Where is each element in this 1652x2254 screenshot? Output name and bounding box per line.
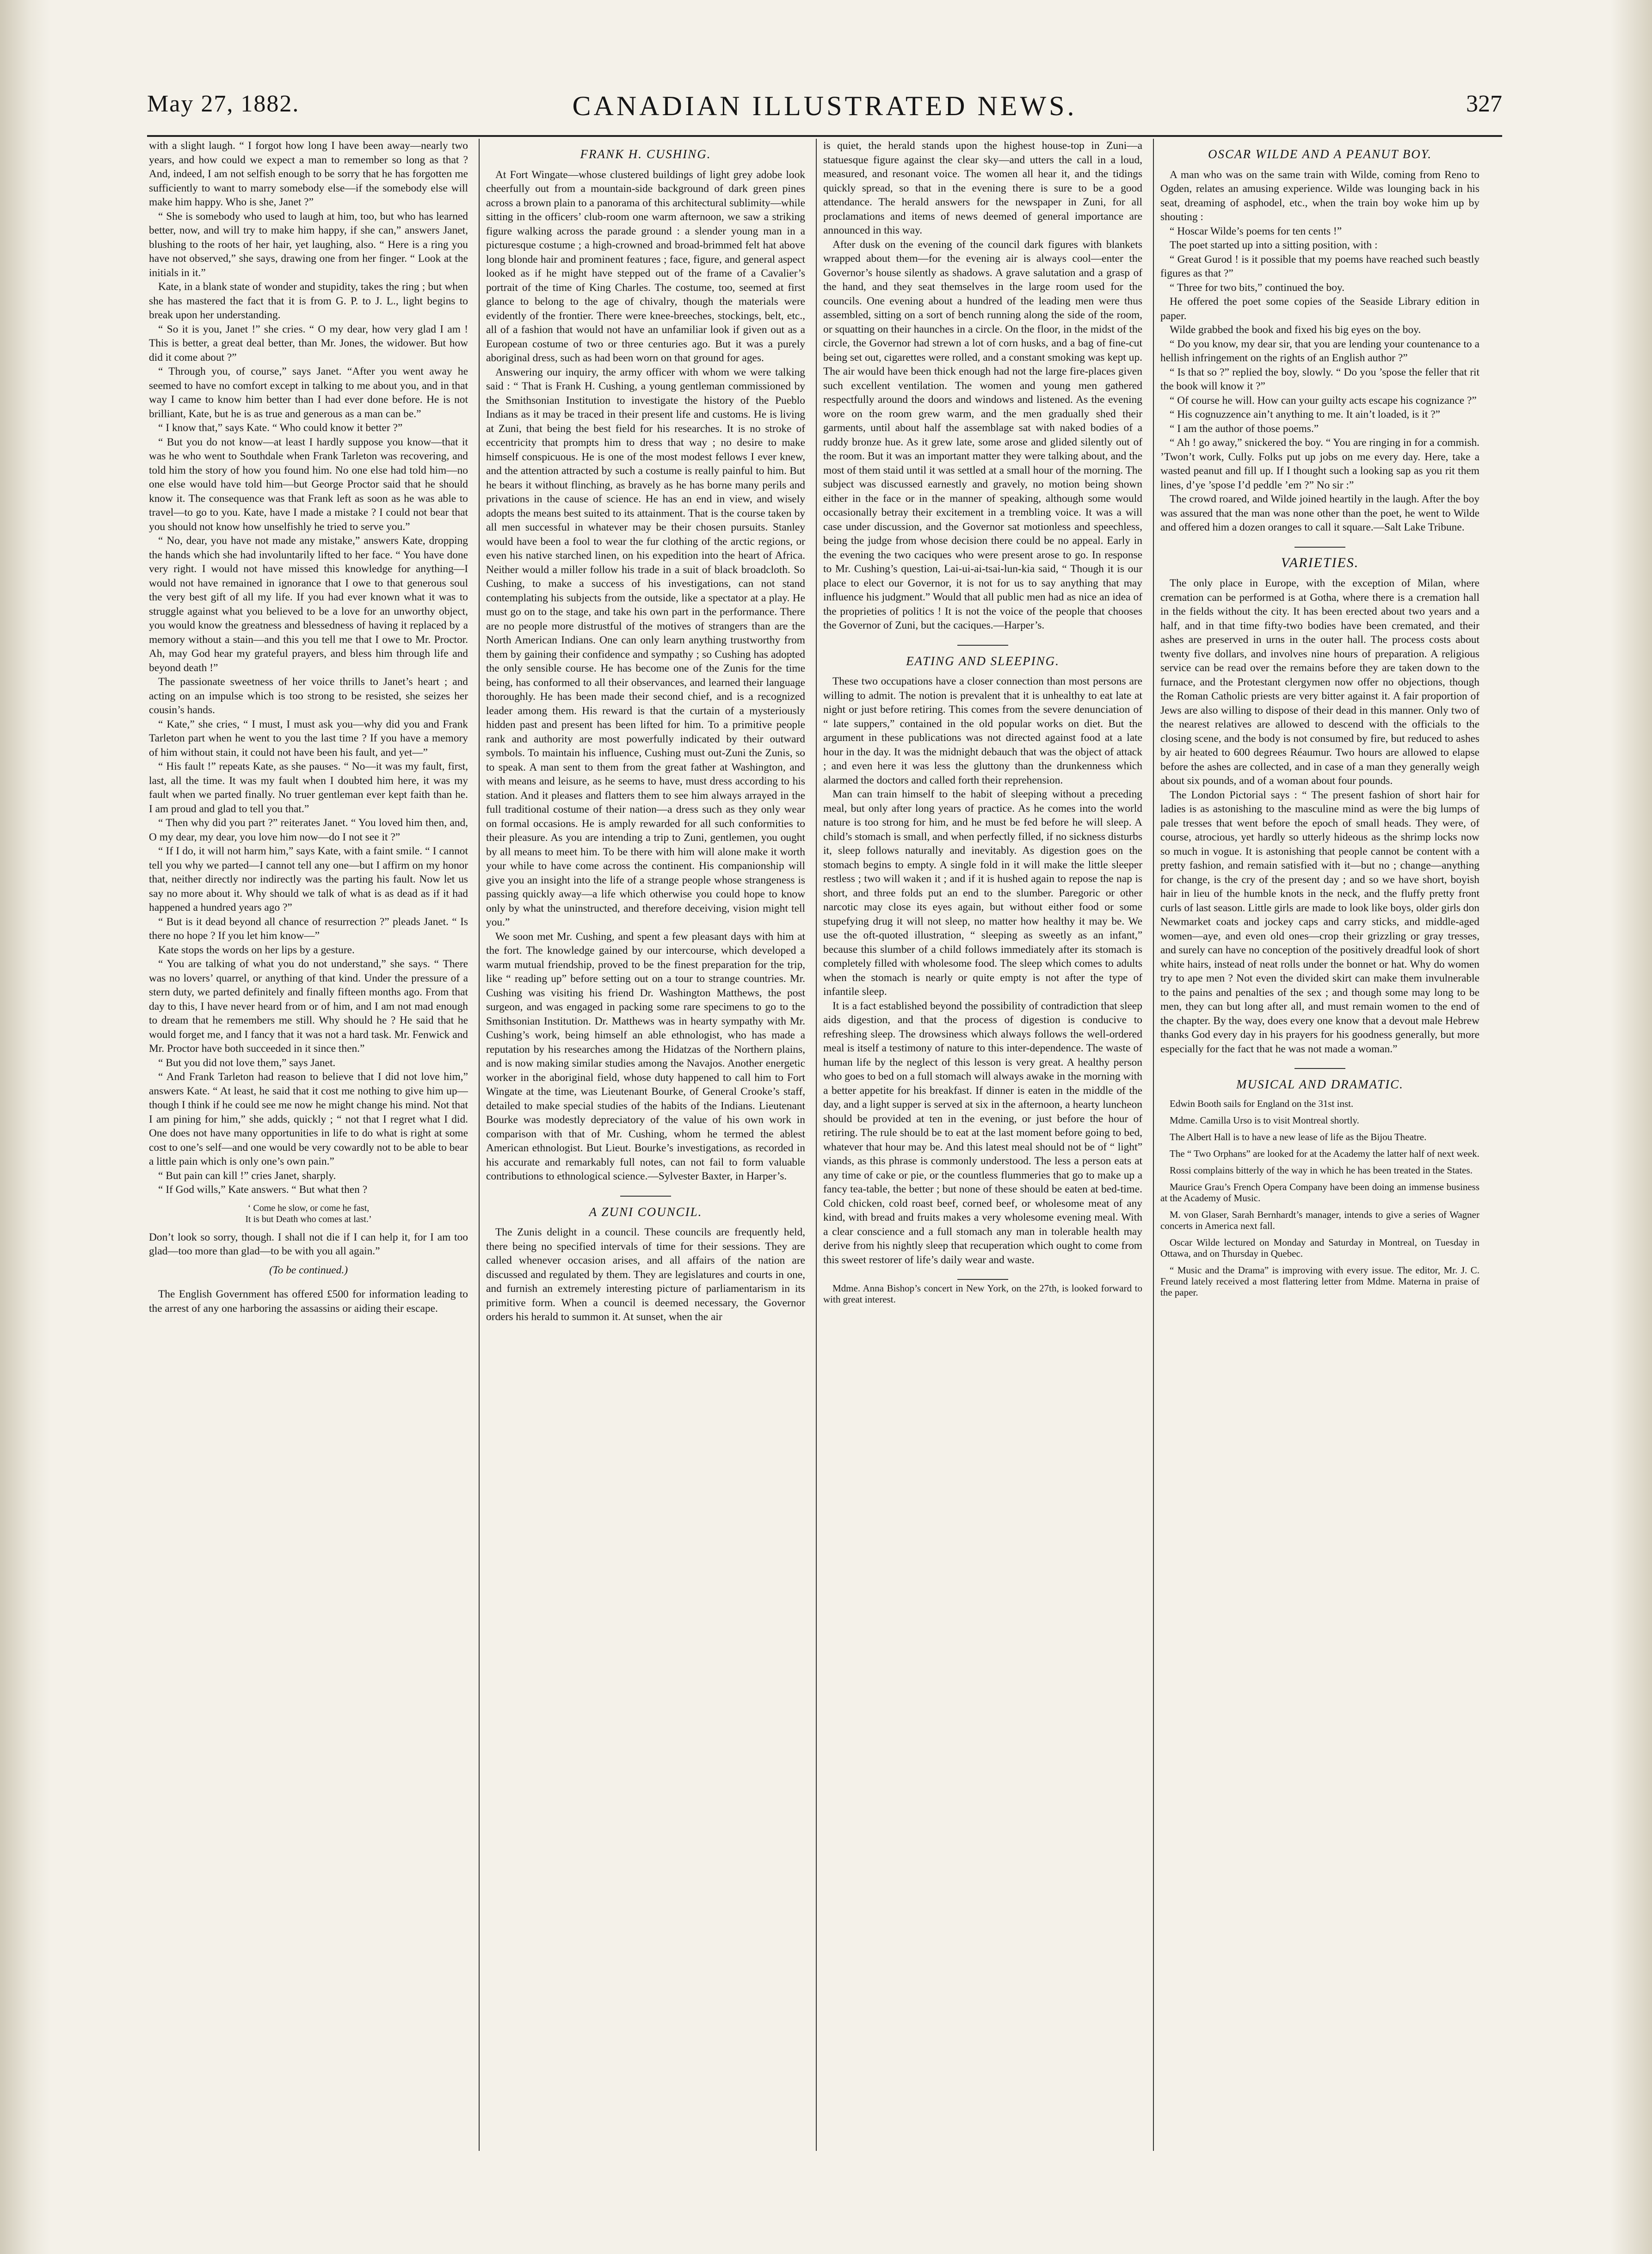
story-paragraph: “ So it is you, Janet !” she cries. “ O my dear, how very glad I am ! This is better, a great deal better, than Mr. Jones, the widower. But how did it come about ?” — [149, 323, 468, 364]
story-paragraph: “ And Frank Tarleton had reason to believe that I did not love him,” answers Kate. “ At least, he said that it cost me nothing to give him up—though I think if he could see me now he might change his mind. Not that I am pining for him,” she adds, quickly ; “ not that I regret what I did. One does not have many opportunities in life to do what is right at some cost to one’s self—and one would be very cowardly not to be able to bear a little pain which is only one’s own pain.” — [149, 1071, 468, 1167]
story-paragraph: “ If God wills,” Kate answers. “ But what then ? — [158, 1184, 368, 1196]
to-be-continued: (To be continued.) — [269, 1264, 348, 1276]
scan-right-edge — [1610, 0, 1652, 2254]
column-divider — [816, 139, 817, 2151]
verse-line: ‘ Come he slow, or come he fast, — [247, 1203, 370, 1213]
article-paragraph: Man can train himself to the habit of sleeping without a preceding meal, but only after long years of practice. As he comes into the world nature is too strong for him, and he must be fed before he will sleep. A child’s stomach is small, and when perfectly filled, if no sickness disturbs it, sleep follows naturally and inevitably. As digestion goes on the stomach begins to empty. A single fold in it will make the little sleeper restless ; two will waken it ; and if it is hushed again to repose the nap is short, and three folds put an end to the slumber. Paregoric or other narcotic may close its eyes again, but without either food or some stupefying drug it will not sleep, no matter how healthy it may be. We use the oft-quoted illustration, “ sleeping as sweetly as an infant,” because this slumber of a child follows immediately after its stomach is completely filled with wholesome food. The sleep which comes to adults when the stomach is nearly or quite empty is not after the type of infantile sleep. — [823, 788, 1142, 998]
section-divider — [620, 1196, 671, 1197]
musical-item: Mdme. Camilla Urso is to visit Montreal shortly. — [1170, 1114, 1359, 1126]
article-paragraph: It is a fact established beyond the possibility of contradiction that sleep aids digestion, and that the process of digestion is conducive to refreshing sleep. The drowsiness which always follows the well-ordered meal is itself a testimony of nature to this inter-dependence. The waste of human life by the neglect of this lesson is very great. A healthy person who goes to bed on a full stomach will always awake in the morning with a better appetite for his breakfast. If dinner is eaten in the middle of the day, and a light supper is served at six in the afternoon, a hearty luncheon should be provided at ten in the evening, or just before the hour of retiring. The rule should be to eat at the last moment before going to bed, whatever that hour may be. And this latest meal should not be of “ light” viands, as this phrase is commonly understood. The less a person eats at any time of cake or pie, or the countless flummeries that go to make up a fancy tea-table, the better ; but none of these should be eaten at bed-time. Cold chicken, cold roast beef, corned beef, or wholesome meat of any kind, with bread and fruits makes a very wholesome evening meal. With a clear conscience and a full stomach any man in tolerable health may derive from his nightly sleep that recuperation which ought to come from this sweet restorer of life’s daily wear and waste. — [823, 1000, 1142, 1266]
news-note: Mdme. Anna Bishop’s concert in New York, on the 27th, is looked forward to with great interest. — [823, 1283, 1142, 1305]
header-rule — [147, 135, 1502, 137]
story-paragraph: The passionate sweetness of her voice thrills to Janet’s heart ; and acting on an impulse which is too strong to be resisted, she seizes her cousin’s hands. — [149, 676, 468, 716]
scan-left-edge — [0, 0, 51, 2254]
article-paragraph: “ Hoscar Wilde’s poems for ten cents !” — [1170, 225, 1342, 237]
article-paragraph: He offered the poet some copies of the Seaside Library edition in paper. — [1160, 296, 1479, 322]
story-paragraph: “ His fault !” repeats Kate, as she pauses. “ No—it was my fault, first, last, all the time. It was my fault when I doubted him here, it was my fault when we parted finally. No truer gentleman ever kept faith than he. I am proud and glad to tell you that.” — [149, 760, 468, 815]
column-2 — [486, 139, 805, 2155]
musical-item: “ Music and the Drama” is improving with every issue. The editor, Mr. J. C. Freund lately received a most flattering letter from Mdme. Materna in praise of the paper. — [1160, 1264, 1479, 1298]
story-paragraph: “ You are talking of what you do not understand,” she says. “ There was no lovers’ quarrel, or anything of that kind. Under the pressure of a stern duty, we parted definitely and finally fifteen months ago. From that day to this, I have never heard from or of him, and I am not mad enough to dream that he remembers me still. Why should he ? He said that he would forget me, and I fancy that it was not a hard task. Mr. Fenwick and Mr. Proctor have both succeeded in it since then.” — [149, 958, 468, 1055]
article-paragraph: “ Of course he will. How can your guilty acts escape his cognizance ?” — [1170, 394, 1477, 407]
article-paragraph: The only place in Europe, with the exception of Milan, where cremation can be performed is at Gotha, where there is a cremation hall in the fields without the city. It has been erected about two years and a half, and in that time fifty-two bodies have been cremated, and their ashes are preserved in urns in the outer hall. The process costs about twenty five dollars, and involves nine hours of preparation. A religious service can be read over the remains before they are taken down to the furnace, and the Protestant clergymen now offer no objections, though the Roman Catholic priests are very bitter against it. A fair proportion of Jews are also willing to dispose of their dead in this manner. Only two of the nearest relatives are allowed to descend with the officials to the closing scene, and the body is not consumed by fire, but reduced to ashes by air heated to 600 degrees Réaumur. Two hours are allowed to elapse before the ashes are collected, and in case of a man they generally weigh about six pounds, and of a woman about four pounds. — [1160, 577, 1479, 787]
musical-item: Maurice Grau’s French Opera Company have been doing an immense business at the Academy of Music. — [1160, 1181, 1479, 1204]
article-paragraph: Answering our inquiry, the army officer with whom we were talking said : “ That is Frank H. Cushing, a young gentleman commissioned by the Smithsonian Institution to investigate the history of the Pueblo Indians as it may be traced in their present life and customs. He is living at Zuni, that being the best field for his researches. It is no stroke of eccentricity that prompts him to dress that way ; no desire to make himself conspicuous. He is one of the most modest fellows I ever knew, and the attention attracted by such a costume is really painful to him. But he bears it without flinching, as bravely as he has borne many perils and privations in the cause of science. He has an end in view, and wisely adopts the means best suited to its attainment. That is the course taken by all men successful in whatever may be their chosen pursuits. Stanley would have been a fool to wear the fur clothing of the arctic regions, or even his native starched linen, on his expedition into the heart of Africa. Neither would a miller follow his trade in a suit of black broadcloth. So Cushing, to make a success of his investigations, can not stand contemplating his subjects from the outside, like a spectator at a play. He must go on to the stage, and take his own part in the performance. There are no people more distrustful of the motives of strangers than are the North American Indians. One can only learn anything trustworthy from them by gaining their confidence and sympathy ; so Cushing has adopted the only sensible course. He has become one of the Zunis for the time being, has conformed to all their observances, and learned their language thoroughly. He has been made their second chief, and is a recognized leader among them. His reward is that the curtain of a mysteriously hidden past and present has been lifted for him. To a primitive people rank and authority are most powerfully indicated by their outward symbols. To maintain his influence, Cushing must out-Zuni the Zunis, so to speak. A man sent to them from the great father at Washington, and with means and leisure, as he seems to have, must dress according to his station. And it pleases and flatters them to see him always arrayed in the full traditional costume of their nation—a dress such as they only wear on formal occasions. He is amply rewarded for all such conformities to their pleasure. As you are intending a trip to Zuni, gentlemen, you ought by all means to meet him. To be there with him will alone make it worth your while to have come across the continent. His companionship will give you an insight into the life of a strange people whose strangeness is passing quickly away—a life which otherwise you could hope to know only by what the uninstructed, and therefore deceiving, vision might tell you.” — [486, 366, 805, 928]
article-paragraph: “ Great Gurod ! is it possible that my poems have reached such beastly figures as that ?” — [1160, 253, 1479, 279]
column-1 — [149, 139, 468, 2155]
musical-item: The Albert Hall is to have a new lease of life as the Bijou Theatre. — [1170, 1131, 1427, 1142]
article-paragraph: The Zunis delight in a council. These councils are frequently held, there being no specified intervals of time for their sessions. They are called whenever occasion arises, and all affairs of the nation are discussed and regulated by them. They are legislatures and courts in one, and furnish an extremely interesting picture of parliamentarism in its primitive form. When a council is deemed necessary, the Governor orders his herald to summon it. At sunset, when the air — [486, 1226, 805, 1323]
article-paragraph: “ I am the author of those poems.” — [1170, 422, 1319, 435]
story-paragraph: “ But you did not love them,” says Janet. — [158, 1056, 336, 1069]
story-paragraphs — [149, 139, 468, 1197]
section-title-musical-dramatic: MUSICAL AND DRAMATIC. — [1236, 1077, 1404, 1091]
musical-item: The “ Two Orphans” are looked for at the Academy the latter half of next week. — [1170, 1148, 1479, 1159]
section-divider — [957, 645, 1008, 646]
story-paragraph: “ Then why did you part ?” reiterates Janet. “ You loved him then, and, O my dear, my dear, you love him now—do I not see it ?” — [149, 817, 468, 843]
section-title-cushing: FRANK H. CUSHING. — [580, 147, 711, 161]
newspaper-title: CANADIAN ILLUSTRATED NEWS. — [572, 91, 1077, 121]
article-paragraph: “ His cognuzzence ain’t anything to me. It ain’t loaded, is it ?” — [1170, 408, 1441, 420]
article-paragraph: A man who was on the same train with Wilde, coming from Reno to Ogden, relates an amusing experience. Wilde was lounging back in his seat, dreaming of asphodel, etc., when the train boy woke him up by shouting : — [1160, 168, 1479, 223]
story-paragraph: “ She is somebody who used to laugh at him, too, but who has learned better, now, and will try to make him happy, if she can,” answers Janet, blushing to the roots of her hair, yet laughing, also. “ Here is a ring you have not observed,” she says, drawing one from her finger. “ Look at the initials in it.” — [149, 210, 468, 279]
article-paragraph: “ Three for two bits,” continued the boy. — [1170, 281, 1345, 294]
news-item: The English Government has offered £500 for information leading to the arrest of any one harboring the assassins or aiding their escape. — [149, 1288, 468, 1315]
story-paragraph: “ Kate,” she cries, “ I must, I must ask you—why did you and Frank Tarleton part when he went to you the last time ? If you have a memory of him without stain, it could not have been his fault, and yet—” — [149, 718, 468, 759]
article-paragraph: These two occupations have a closer connection than most persons are willing to admit. The notion is prevalent that it is unhealthy to eat late at night or just before retiring. This comes from the severe denunciation of “ late suppers,” contained in the old popular works on diet. But the argument in these publications was not directed against food at a late hour in the day. It was the midnight debauch that was the object of attack ; and even here it was less the gluttony than the drunkenness which alarmed the doctors and called forth their reprehension. — [823, 675, 1142, 786]
column-3 — [823, 139, 1142, 2155]
article-paragraph: After dusk on the evening of the council dark figures with blankets wrapped about them—for the evening air is always cool—enter the Governor’s house silently as shadows. A grave salutation and a grasp of the hand, and they seat themselves in the large room used for the councils. One evening about a hundred of the leading men were thus assembled, sitting on a sort of bench running along the side of the room, or squatting on their haunches in a circle. On the floor, in the midst of the circle, the Governor had strewn a lot of corn husks, and a bag of fine-cut being set out, cigarettes were rolled, and a constant smoking was kept up. The air would have been thick enough had not the large fire-places given such excellent ventilation. The women and young men gathered respectfully around the doors and windows and listened. As the evening wore on the room grew warm, and the men gradually shed their garments, until about half the assemblage sat with naked bodies of a ruddy bronze hue. As it grew late, some arose and glided silently out of the room. But it was an important matter they were talking about, and the most of them staid until it was settled at a small hour of the morning. The subject was discussed earnestly and gravely, no motion being shown either in the face or in the manner of speaking, although some would occasionally betray their excitement in a trembling voice. It was a will case under discussion, and the Governor sat motionless and speechless, being the judge from whose decision there could be no appeal. Early in the evening the two caciques who were present arose to go. In response to Mr. Cushing’s question, Lai-ui-ai-tsai-lun-kia said, “ Though it is our place to elect our Governor, it is not for us to say anything that may influence his judgment.” Would that all public men had as nice an idea of the proprieties of politics ! It is not the voice of the people that chooses the Governor of Zuni, but the caciques.—Harper’s. — [823, 238, 1142, 631]
musical-item: Rossi complains bitterly of the way in which he has been treated in the States. — [1170, 1164, 1473, 1176]
section-divider — [957, 1279, 1008, 1280]
musical-item: Oscar Wilde lectured on Monday and Saturday in Montreal, on Tuesday in Ottawa, and on Thursday in Quebec. — [1160, 1236, 1479, 1259]
article-paragraph: “ Ah ! go away,” snickered the boy. “ You are ringing in for a commish. ’Twon’t work, Cully. Folks put up jobs on me every day. Here, take a wasted peanut and fill up. If I thought such a looking sap as you rit them lines, d’ye ’spose I’d peddle ’em ?” No sir :” — [1160, 437, 1479, 491]
musical-items — [1160, 1098, 1479, 1298]
story-paragraph: “ But you do not know—at least I hardly suppose you know—that it was he who went to Southdale when Frank Tarleton was recovering, and told him the story of how you found him. No one else had told him—no one else would have told him—but George Proctor said that he should know it. The consequence was that Frank left as soon as he was able to travel—to go to you. Kate, have I made a mistake ? I could not bear that you should not know how unselfishly he tried to serve you.” — [149, 436, 468, 533]
story-paragraph: “ If I do, it will not harm him,” says Kate, with a faint smile. “ I cannot tell you why we parted—I cannot tell any one—but I affirm on my honor that, neither directly nor indirectly was the parting his fault. Now let us say no more about it. Why should we talk of what is as dead as if it had happened a hundred years ago ?” — [149, 845, 468, 914]
article-paragraph: “ Is that so ?” replied the boy, slowly. “ Do you ’spose the feller that rit the book will know it ?” — [1160, 366, 1479, 392]
story-paragraph: “ Through you, of course,” says Janet. “After you went away he seemed to have no comfort except in talking to me about you, and in that way I came to know him better than I had ever done before. He is not brilliant, Kate, but he is as true and generous as a man can be.” — [149, 365, 468, 420]
article-paragraph: The London Pictorial says : “ The present fashion of short hair for ladies is as astonishing to the masculine mind as were the big lumps of pale tresses that went before the epoch of small heads. They were, of course, atrocious, yet hardly so utterly hideous as the shrimp locks now so much in vogue. It is astonishing that people cannot be content with a pretty fashion, and remain satisfied with it—but no ; change—anything for change, is the cry of the present day ; and so we have short, boyish hair in lieu of the humble knots in the neck, and the fluffy pretty front curls of last season. Little girls are made to look like boys, older girls don Newmarket coats and jockey caps and carry sticks, and middle-aged women—aye, and even old ones—crop their grizzling or gray tresses, and surely can have no conception of the positively dreadful look of short white hairs, instead of neat rolls under the bonnet or hat. Why do women try to ape men ? Not even the divided skirt can make them invulnerable to the pains and penalties of the sex ; and though some may long to be men, they can but long after all, and must remain women to the end of the chapter. By the way, does every one know that a devout male Hebrew thanks God every day in his prayers for his goodness generally, but more especially for the fact that he was not made a woman.” — [1160, 789, 1479, 1055]
column-4 — [1160, 139, 1479, 2155]
column-divider — [479, 139, 480, 2151]
section-title-eating-sleeping: EATING AND SLEEPING. — [906, 654, 1060, 668]
page-number: 327 — [1466, 91, 1502, 117]
article-paragraph: Wilde grabbed the book and fixed his big eyes on the boy. — [1170, 324, 1421, 336]
article-paragraph: “ Do you know, my dear sir, that you are lending your countenance to a hellish infringement on the rights of an English author ?” — [1160, 338, 1479, 364]
section-divider — [1294, 1068, 1345, 1069]
article-paragraph: is quiet, the herald stands upon the highest house-top in Zuni—a statuesque figure against the clear sky—and utters the call in a loud, measured, and resonant voice. The women all hear it, and the tidings quickly spread, so that in the evening there is sure to be a good attendance. The herald answers for the newspaper in Zuni, for all proclamations and items of news deemed of general importance are announced in this way. — [823, 140, 1142, 236]
column-divider — [1153, 139, 1154, 2151]
story-paragraph: “ But is it dead beyond all chance of resurrection ?” pleads Janet. “ Is there no hope ? If you let him know—” — [149, 915, 468, 942]
article-paragraph: At Fort Wingate—whose clustered buildings of light grey adobe look cheerfully out from a mountain-side background of dark green pines across a brown plain to a panorama of this architectural sublimity—while sitting in the officers’ club-room one warm afternoon, we saw a striking figure walking across the parade ground : a slender young man in a picturesque costume ; a high-crowned and broad-brimmed felt hat above long blonde hair and prominent features ; face, figure, and general aspect looked as if he might have stepped out of the frame of a Cavalier’s portrait of the time of King Charles. The costume, too, seemed at first glance to belong to the age of chivalry, though the materials were evidently of the frontier. There were knee-breeches, stockings, belt, etc., all of a fashion that would not have an unfamiliar look if given out as a European costume of two or three centuries ago. But it was a purely aboriginal dress, such as had been worn on that ground for ages. — [486, 168, 805, 364]
story-paragraph: “ But pain can kill !” cries Janet, sharply. — [158, 1169, 336, 1182]
story-paragraph: with a slight laugh. “ I forgot how long I have been away—nearly two years, and how could we expect a man to remember so long as that ? And, indeed, I am not selfish enough to be sorry that he has forgotten me sufficiently to want to marry somebody else—if the somebody else will make him happy. Who is she, Janet ?” — [149, 140, 468, 208]
article-paragraph: The poet started up into a sitting position, with : — [1170, 239, 1378, 251]
musical-item: M. von Glaser, Sarah Bernhardt’s manager, intends to give a series of Wagner concerts in America next fall. — [1160, 1209, 1479, 1231]
story-paragraph: Don’t look so sorry, though. I shall not die if I can help it, for I am too glad—too more than glad—to be with you all again.” — [149, 1231, 468, 1257]
issue-date: May 27, 1882. — [147, 91, 300, 117]
section-title-oscar-wilde: OSCAR WILDE AND A PEANUT BOY. — [1208, 147, 1432, 161]
story-paragraph: Kate stops the words on her lips by a gesture. — [158, 944, 355, 956]
story-paragraph: “ I know that,” says Kate. “ Who could know it better ?” — [158, 422, 403, 434]
section-title-zuni-council: A ZUNI COUNCIL. — [589, 1204, 703, 1219]
article-paragraph: We soon met Mr. Cushing, and spent a few pleasant days with him at the fort. The knowledge gained by our intercourse, which developed a warm mutual friendship, proved to be the finest preparation for the trip, like “ reading up” before setting out on a tour to strange countries. Mr. Cushing was visiting his friend Dr. Washington Matthews, the post surgeon, and was engaged in packing some rare specimens to go to the Smithsonian Institution. Dr. Matthews was in hearty sympathy with Mr. Cushing’s work, being himself an able ethnologist, who has made a reputation by his researches among the Hidatzas of the Northern plains, and is now making similar studies among the Navajos. Another energetic worker in the aboriginal field, whose duty happened to call him to Fort Wingate at the time, was Lieutenant Bourke, of General Crooke’s staff, detailed to make special studies of the habits of the Indians. Lieutenant Bourke was modestly depreciatory of the value of his own work in comparison with that of Mr. Cushing, whom he termed the ablest American ethnologist. But Lieut. Bourke’s investigations, as recorded in his accurate and remarkably full notes, can not fail to form valuable contributions to ethnological science.—Sylvester Baxter, in Harper’s. — [486, 930, 805, 1182]
section-divider — [1294, 547, 1345, 548]
story-paragraph: Kate, in a blank state of wonder and stupidity, takes the ring ; but when she has mastered the fact that it is from G. P. to J. L., light begins to break upon her understanding. — [149, 281, 468, 321]
page-header — [147, 90, 1502, 132]
musical-item: Edwin Booth sails for England on the 31st inst. — [1170, 1098, 1354, 1109]
section-title-varieties: VARIETIES. — [1281, 555, 1359, 570]
verse-line: It is but Death who comes at last.’ — [245, 1214, 372, 1224]
verse-quote — [149, 1203, 468, 1225]
article-paragraph: The crowd roared, and Wilde joined heartily in the laugh. After the boy was assured that the man was none other than the poet, he went to Wilde and offered him a dozen oranges to call it square.—Salt Lake Tribune. — [1160, 493, 1479, 533]
story-paragraph: “ No, dear, you have not made any mistake,” answers Kate, dropping the hands which she had involuntarily lifted to her face. “ You have done very right. I would not have missed this knowledge for anything—I would not have remained in ignorance that I owe to that generous soul the very best gift of all my life. If you had ever known what it was to struggle against what you believed to be a love for an unworthy object, you would know the greatness and blessedness of having it replaced by a memory without a stain—and this you tell me that I owe to Mr. Proctor. Ah, may God hear my grateful prayers, and bless him through life and beyond death !” — [149, 535, 468, 674]
